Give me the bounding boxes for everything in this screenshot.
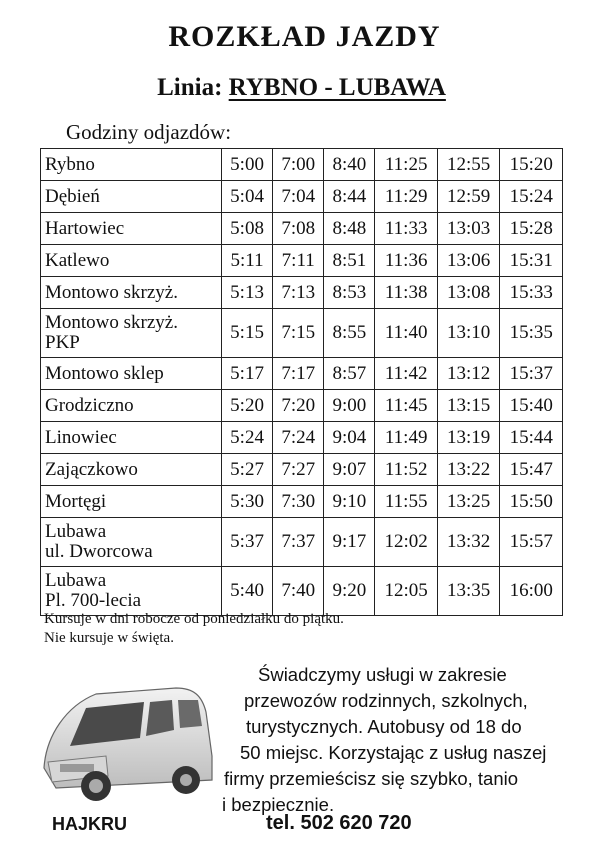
departure-time: 7:00 [273,149,324,181]
departure-time: 11:45 [375,390,438,422]
timetable-table [40,148,563,616]
page-title: ROZKŁAD JAZDY [168,20,441,53]
stop-name: Lubawa [45,570,107,591]
departure-time: 15:37 [500,358,563,390]
departure-time: 5:11 [222,245,273,277]
departure-time: 9:10 [324,486,375,518]
departure-time: 7:04 [273,181,324,213]
departure-time: 11:25 [375,149,438,181]
departure-time: 15:28 [500,213,563,245]
table-row [41,149,563,181]
stop-name-detail: Pl. 700-lecia [45,590,142,611]
departure-time: 13:08 [437,277,500,309]
departure-time: 5:20 [222,390,273,422]
departure-time: 13:32 [437,518,500,567]
stop-name-cell [41,277,222,309]
stop-name: Montowo skrzyż. [45,312,178,333]
departure-time: 8:51 [324,245,375,277]
departure-time: 7:30 [273,486,324,518]
stop-name: Montowo skrzyż. [45,281,178,303]
departure-time: 13:19 [437,422,500,454]
table-row [41,358,563,390]
table-row [41,181,563,213]
stop-name-cell [41,454,222,486]
table-row [41,422,563,454]
promo-line: i bezpiecznie. [222,794,335,815]
stop-name-cell [41,518,222,567]
stop-name-cell [41,181,222,213]
departure-time: 13:12 [437,358,500,390]
route-subtitle [0,74,609,102]
departure-time: 9:04 [324,422,375,454]
line-prefix: Linia: [157,74,223,101]
table-row [41,567,563,616]
departure-time: 15:44 [500,422,563,454]
departure-time: 15:35 [500,309,563,358]
departure-time: 7:17 [273,358,324,390]
minibus-icon [26,676,226,806]
departure-time: 11:38 [375,277,438,309]
departure-time: 13:15 [437,390,500,422]
promo-line: firmy przemieścisz się szybko, tanio [224,768,519,789]
departure-time: 11:55 [375,486,438,518]
departure-time: 13:35 [437,567,500,616]
departure-time: 12:55 [437,149,500,181]
departure-time: 11:36 [375,245,438,277]
departure-time: 5:30 [222,486,273,518]
departure-time: 9:17 [324,518,375,567]
stop-name-cell [41,309,222,358]
departure-time: 16:00 [500,567,563,616]
stop-name-cell [41,358,222,390]
departure-time: 5:04 [222,181,273,213]
departure-time: 15:40 [500,390,563,422]
promo-text [218,662,598,818]
promo-line: turystycznych. Autobusy od 18 do [246,716,522,737]
departure-time: 13:25 [437,486,500,518]
departure-time: 5:00 [222,149,273,181]
table-row [41,454,563,486]
departure-time: 8:48 [324,213,375,245]
stop-name-cell [41,390,222,422]
departure-time: 7:40 [273,567,324,616]
stop-name-detail: PKP [45,332,80,353]
departure-time: 7:27 [273,454,324,486]
stop-name: Rybno [45,153,95,175]
departure-time: 11:49 [375,422,438,454]
stop-name-cell [41,567,222,616]
departure-time: 7:11 [273,245,324,277]
table-row [41,390,563,422]
departure-time: 12:02 [375,518,438,567]
table-row [41,309,563,358]
departure-time: 15:20 [500,149,563,181]
departure-time: 8:44 [324,181,375,213]
departure-time: 15:57 [500,518,563,567]
departure-time: 7:13 [273,277,324,309]
departure-time: 13:03 [437,213,500,245]
promo-line: 50 miejsc. Korzystając z usług naszej [240,742,547,763]
timetable-body [41,149,563,616]
stop-name: Katlewo [45,249,110,271]
company-name: HAJKRU [52,814,128,834]
table-row [41,518,563,567]
departure-time: 15:24 [500,181,563,213]
departure-time: 8:55 [324,309,375,358]
departure-time: 5:37 [222,518,273,567]
departure-time: 5:27 [222,454,273,486]
service-note-weekdays: Kursuje w dni robocze od poniedziałku do piątku. [44,611,344,627]
departure-time: 12:05 [375,567,438,616]
departure-time: 7:15 [273,309,324,358]
departure-time: 7:08 [273,213,324,245]
departure-time: 5:08 [222,213,273,245]
departures-caption: Godziny odjazdów: [66,120,232,144]
table-row [41,245,563,277]
route-name: RYBNO - LUBAWA [228,74,446,101]
service-note-holidays: Nie kursuje w święta. [44,630,174,646]
stop-name-detail: ul. Dworcowa [45,541,153,562]
promo-line: przewozów rodzinnych, szkolnych, [244,690,528,711]
departure-time: 11:29 [375,181,438,213]
stop-name-cell [41,486,222,518]
stop-name: Dębień [45,185,100,207]
departure-time: 13:22 [437,454,500,486]
departure-time: 15:50 [500,486,563,518]
departure-time: 15:31 [500,245,563,277]
stop-name: Mortęgi [45,490,107,512]
departure-time: 11:42 [375,358,438,390]
departure-time: 7:24 [273,422,324,454]
phone-number: tel. 502 620 720 [266,812,412,834]
stop-name-cell [41,149,222,181]
stop-name: Linowiec [45,426,117,448]
departure-time: 15:33 [500,277,563,309]
table-row [41,486,563,518]
departure-time: 8:53 [324,277,375,309]
departure-time: 11:33 [375,213,438,245]
stop-name: Zajączkowo [45,458,138,480]
departure-time: 12:59 [437,181,500,213]
departure-time: 5:40 [222,567,273,616]
departure-time: 9:07 [324,454,375,486]
departure-time: 5:15 [222,309,273,358]
departure-time: 7:37 [273,518,324,567]
table-row [41,213,563,245]
departure-time: 13:10 [437,309,500,358]
departure-time: 11:40 [375,309,438,358]
departure-time: 5:13 [222,277,273,309]
departure-time: 9:20 [324,567,375,616]
departure-time: 8:57 [324,358,375,390]
departure-time: 13:06 [437,245,500,277]
stop-name-cell [41,245,222,277]
stop-name: Hartowiec [45,217,125,239]
stop-name: Lubawa [45,521,107,542]
departure-time: 5:17 [222,358,273,390]
departure-time: 11:52 [375,454,438,486]
departure-time: 5:24 [222,422,273,454]
departure-time: 15:47 [500,454,563,486]
stop-name-cell [41,213,222,245]
stop-name: Montowo sklep [45,362,164,384]
promo-line: Świadczymy usługi w zakresie [258,664,507,685]
departure-time: 8:40 [324,149,375,181]
table-row [41,277,563,309]
stop-name-cell [41,422,222,454]
stop-name: Grodziczno [45,394,134,416]
departure-time: 9:00 [324,390,375,422]
departure-time: 7:20 [273,390,324,422]
